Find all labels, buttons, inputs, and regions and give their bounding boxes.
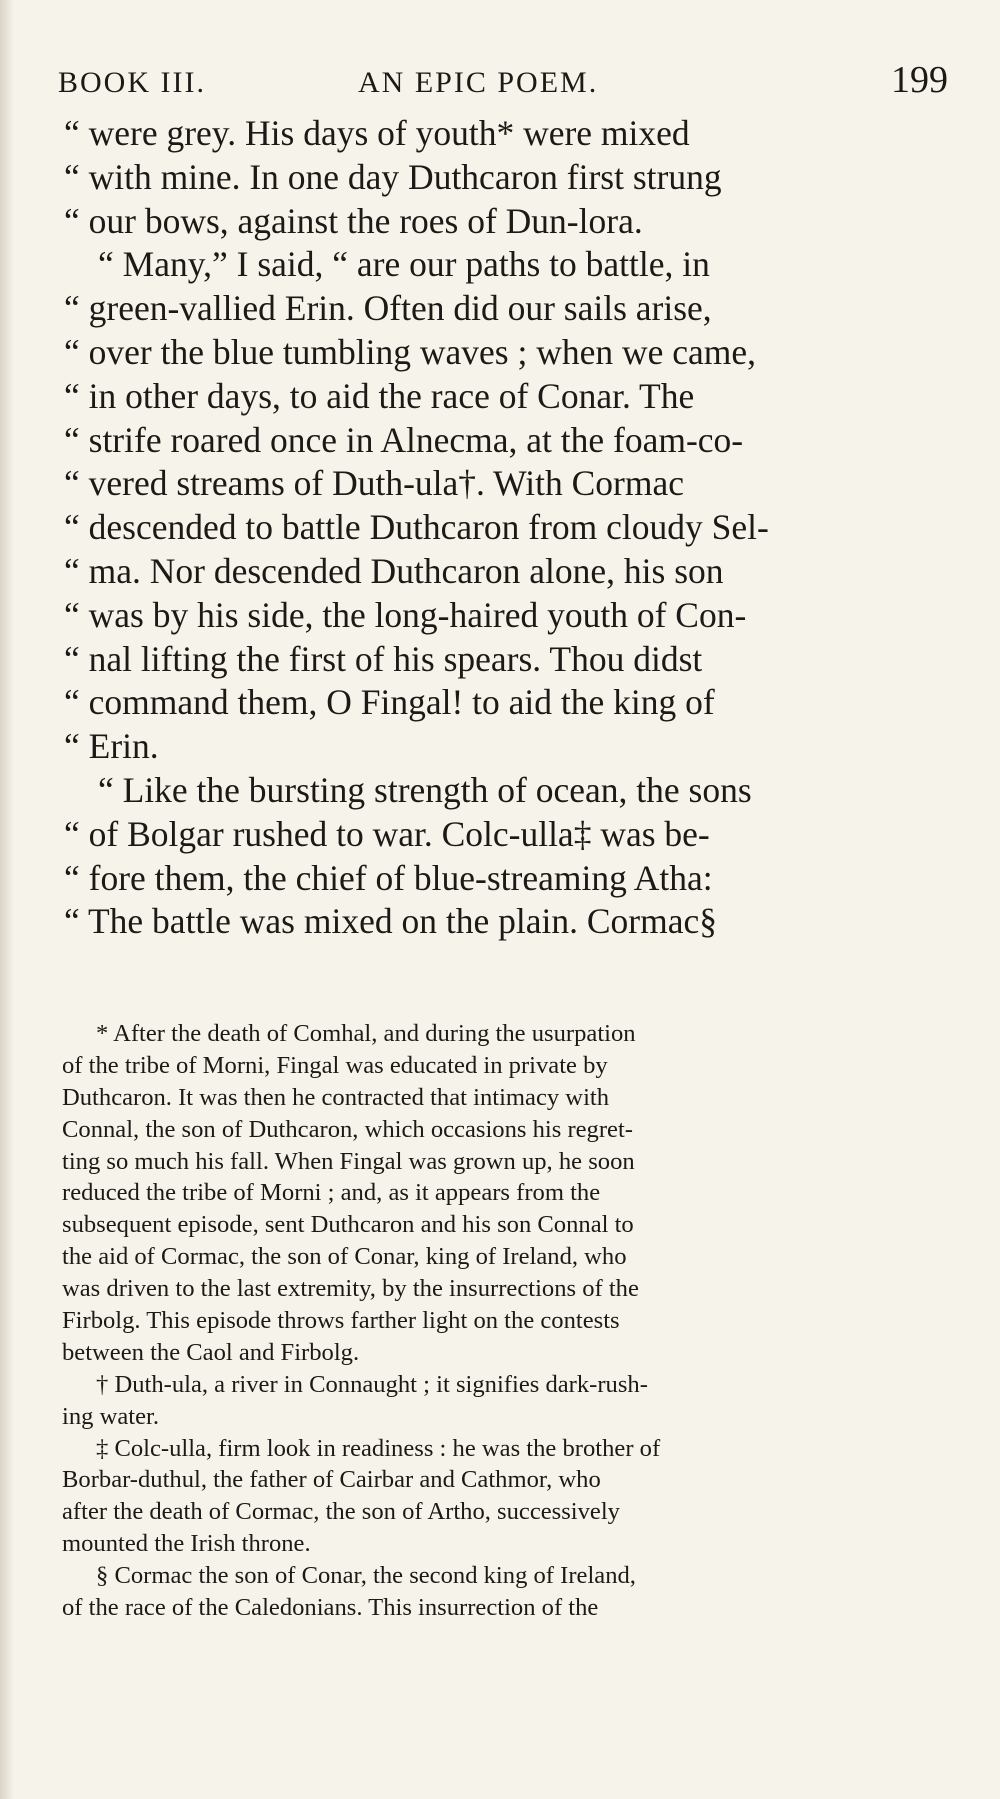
header-book-label: BOOK III. bbox=[58, 66, 206, 99]
poem-line: “ of Bolgar rushed to war. Colc-ulla‡ was be- bbox=[64, 813, 710, 854]
footnote-line: * After the death of Comhal, and during the usurpation bbox=[96, 1020, 636, 1047]
footnote-line: ting so much his fall. When Fingal was grown up, he soon bbox=[62, 1147, 635, 1175]
footnote-line: ‡ Colc-ulla, firm look in readiness : he was the brother of bbox=[96, 1434, 661, 1462]
footnote-line: the aid of Cormac, the son of Conar, king of Ireland, who bbox=[62, 1243, 627, 1271]
footnote-line: † Duth-ula, a river in Connaught ; it signifies dark-rush- bbox=[96, 1370, 648, 1398]
footnote-line: Connal, the son of Duthcaron, which occasions his regret- bbox=[62, 1115, 633, 1143]
poem-line: “ fore them, the chief of blue-streaming Atha: bbox=[64, 857, 713, 898]
footnote-line: subsequent episode, sent Duthcaron and his son Connal to bbox=[62, 1211, 634, 1239]
poem-line: “ descended to battle Duthcaron from cloudy Sel- bbox=[64, 507, 769, 548]
poem-line: “ green-vallied Erin. Often did our sails arise, bbox=[64, 288, 712, 329]
poem-line: “ Like the bursting strength of ocean, the sons bbox=[98, 769, 752, 810]
poem-text bbox=[64, 112, 949, 944]
poem-line: “ were grey. His days of youth* were mixed bbox=[64, 113, 690, 153]
footnote-line: reduced the tribe of Morni ; and, as it appears from the bbox=[62, 1179, 601, 1207]
footnote-line: was driven to the last extremity, by the insurrections of the bbox=[62, 1275, 639, 1303]
poem-line: “ command them, O Fingal! to aid the king of bbox=[64, 682, 715, 723]
footnote-line: Borbar-duthul, the father of Cairbar and Cathmor, who bbox=[62, 1466, 601, 1494]
page-number: 199 bbox=[891, 59, 948, 101]
running-header bbox=[58, 58, 948, 102]
footnote-line: § Cormac the son of Conar, the second king of Ireland, bbox=[96, 1562, 636, 1590]
poem-line: “ with mine. In one day Duthcaron first strung bbox=[64, 156, 722, 197]
footnote-line: Duthcaron. It was then he contracted that intimacy with bbox=[62, 1083, 610, 1111]
footnotes bbox=[62, 1018, 950, 1624]
poem-line: “ vered streams of Duth-ula†. With Cormac bbox=[64, 463, 684, 504]
footnote-line: ing water. bbox=[62, 1402, 159, 1430]
poem-line: “ in other days, to aid the race of Conar. The bbox=[64, 375, 695, 416]
poem-line: “ The battle was mixed on the plain. Cormac§ bbox=[64, 901, 717, 942]
footnote-line: of the race of the Caledonians. This insurrection of the bbox=[62, 1594, 599, 1622]
poem-line: “ was by his side, the long-haired youth of Con- bbox=[64, 594, 747, 635]
poem-line: “ our bows, against the roes of Dun-lora. bbox=[64, 200, 643, 241]
poem-line: “ Erin. bbox=[64, 726, 159, 767]
footnote-line: Firbolg. This episode throws farther light on the contests bbox=[62, 1307, 620, 1335]
page-gutter-shadow bbox=[0, 0, 14, 1799]
footnote-line: between the Caol and Firbolg. bbox=[62, 1338, 360, 1366]
footnote-line: mounted the Irish throne. bbox=[62, 1530, 311, 1558]
footnote-line: after the death of Cormac, the son of Artho, successively bbox=[62, 1498, 620, 1526]
poem-line: “ over the blue tumbling waves ; when we came, bbox=[64, 331, 757, 372]
header-title: AN EPIC POEM. bbox=[358, 66, 599, 99]
footnote-line: of the tribe of Morni, Fingal was educated in private by bbox=[62, 1051, 608, 1079]
poem-line: “ Many,” I said, “ are our paths to battle, in bbox=[98, 244, 710, 285]
poem-line: “ nal lifting the first of his spears. Thou didst bbox=[64, 638, 703, 679]
poem-line: “ strife roared once in Alnecma, at the foam-co- bbox=[64, 419, 744, 460]
poem-line: “ ma. Nor descended Duthcaron alone, his son bbox=[64, 550, 724, 591]
